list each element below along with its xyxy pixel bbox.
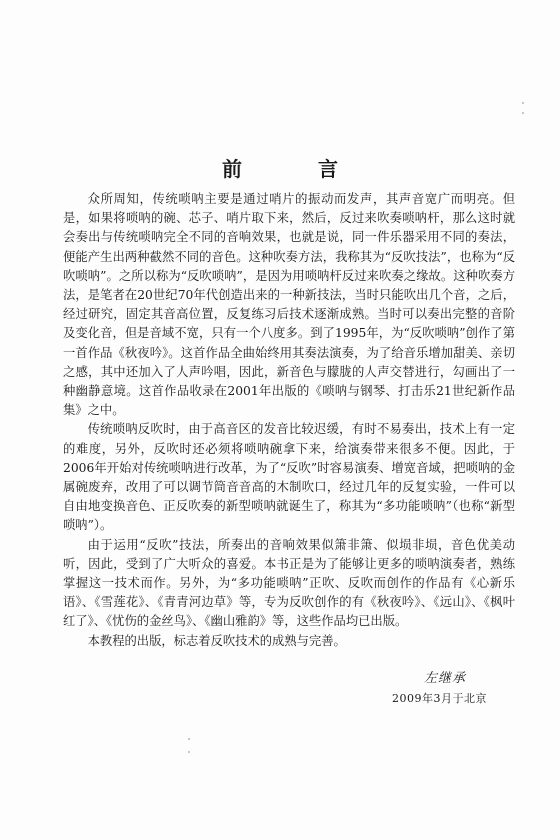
paper-speck [188, 751, 190, 753]
date-place: 2009年3月于北京 [392, 692, 487, 705]
paper-speck [522, 102, 524, 104]
paper-speck [522, 112, 524, 114]
paragraph-2: 传统唢呐反吹时，由于高音区的发音比较迟缓，有时不易奏出，技术上有一定的难度，另外，反吹时还必须将唢呐碗拿下来，给演奏带来很多不便。因此，于2006年开始对传统唢呐进行改革，为了“反吹”时容易演奏、增宽音域，把唢呐的金属碗废弃，改用了可以调节筒音音高的木制吹口，经过几年的反复实验，一件可以自由地变换音色、正反吹奏的新型唢呐就诞生了，称其为“多功能唢呐”（也称“新型唢呐”）。 [63, 422, 515, 533]
page-title: 前 言 [222, 157, 366, 182]
paper-speck [188, 738, 190, 740]
paragraph-1: 众所周知，传统唢呐主要是通过哨片的振动而发声，其声音宽广而明亮。但是，如果将唢呐的碗、芯子、哨片取下来，然后，反过来吹奏唢呐杆，那么这时就会奏出与传统唢呐完全不同的音响效果，也就是说，同一件乐器采用不同的奏法，便能产生出两种截然不同的音色。这种吹奏方法，我称其为“反吹技法”，也称为“反吹唢呐”。之所以称为“反吹唢呐”，是因为用唢呐杆反过来吹奏之缘故。这种吹奏方法，是笔者在20世纪70年代创造出来的一种新技法，当时只能吹出几个音，之后，经过研究，固定其音高位置，反复练习后技术逐渐成熟。当时可以奏出完整的音阶及变化音，但是音域不宽，只有一个八度多。到了1995年，为“反吹唢呐”创作了第一首作品《秋夜吟》。这首作品全曲始终用其奏法演奏，为了给音乐增加甜美、亲切之感，其中还加入了人声吟唱，因此，新音色与朦胧的人声交替进行，勾画出了一种幽静意境。这首作品收录在2001年出版的《唢呐与钢琴、打击乐21世纪新作品集》之中。 [63, 192, 515, 418]
paragraph-3: 由于运用“反吹”技法，所奏出的音响效果似箫非箫、似埙非埙，音色优美动听，因此，受到了广大听众的喜爱。本书正是为了能够让更多的唢呐演奏者，熟练掌握这一技术而作。另外，为“多功能唢呐”正吹、反吹而创作的作品有《心新乐语》、《雪莲花》、《青青河边草》等，专为反吹创作的有《秋夜吟》、《远山》、《枫叶红了》、《忧伤的金丝鸟》、《幽山雅韵》等，这些作品均已出版。 [63, 537, 515, 629]
preface-body [63, 190, 515, 651]
author-signature: 左继承 [424, 671, 467, 686]
paragraph-4: 本教程的出版，标志着反吹技术的成熟与完善。 [87, 633, 346, 648]
